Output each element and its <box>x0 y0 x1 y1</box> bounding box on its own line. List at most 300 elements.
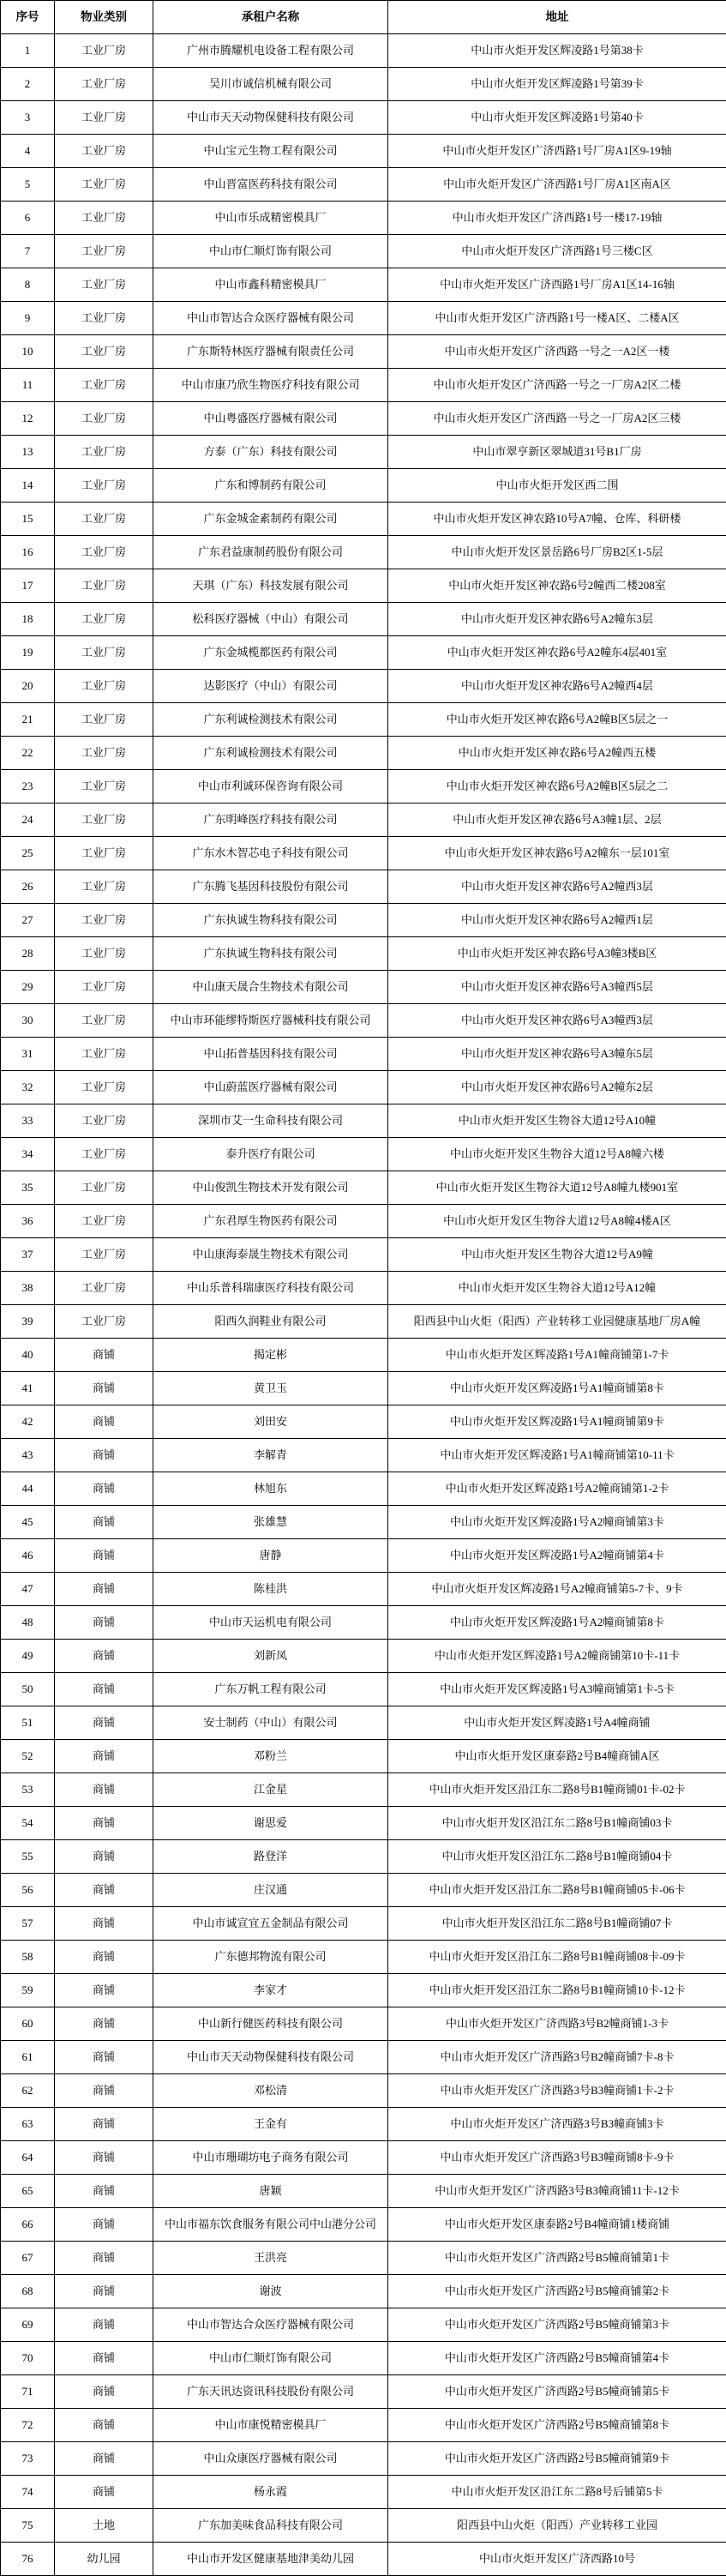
tenant-cell: 杨永霞 <box>153 2476 388 2509</box>
row-number-cell: 42 <box>1 1405 55 1439</box>
row-number-cell: 66 <box>1 2208 55 2242</box>
category-cell: 工业厂房 <box>55 1238 153 1272</box>
address-cell: 中山市火炬开发区西二围 <box>388 469 726 503</box>
category-cell: 幼儿园 <box>55 2543 153 2576</box>
table-row <box>1 603 726 636</box>
address-cell: 中山市火炬开发区辉凌路1号A2幢商铺第8卡 <box>388 1606 726 1640</box>
category-cell: 商铺 <box>55 2442 153 2476</box>
category-cell: 商铺 <box>55 2175 153 2208</box>
category-cell: 商铺 <box>55 2409 153 2442</box>
table-row <box>1 2409 726 2442</box>
address-cell: 中山市火炬开发区沿江东二路8号B1幢商铺04卡 <box>388 1840 726 1874</box>
table-row <box>1 1706 726 1740</box>
table-row <box>1 2074 726 2108</box>
tenant-cell: 中山市乐成精密模具厂 <box>153 202 388 235</box>
col-header-address: 地址 <box>388 1 726 34</box>
table-row <box>1 1405 726 1439</box>
tenant-cell: 中山市环能缪特斯医疗器械科技有限公司 <box>153 1004 388 1038</box>
category-cell: 商铺 <box>55 1606 153 1640</box>
table-row <box>1 1104 726 1138</box>
table-row <box>1 436 726 469</box>
table-row <box>1 837 726 870</box>
row-number-cell: 52 <box>1 1740 55 1773</box>
tenant-cell: 谢思爱 <box>153 1807 388 1840</box>
category-cell: 商铺 <box>55 1773 153 1807</box>
row-number-cell: 34 <box>1 1138 55 1171</box>
table-row <box>1 2141 726 2175</box>
table-row <box>1 1071 726 1104</box>
table-row <box>1 1305 726 1339</box>
row-number-cell: 73 <box>1 2442 55 2476</box>
tenant-cell: 张雄慧 <box>153 1506 388 1539</box>
address-cell: 中山市火炬开发区广济西路2号B5幢商铺第2卡 <box>388 2275 726 2308</box>
row-number-cell: 27 <box>1 904 55 937</box>
table-row <box>1 1673 726 1706</box>
row-number-cell: 72 <box>1 2409 55 2442</box>
table-row <box>1 1171 726 1205</box>
tenant-cell: 广东天讯达资讯科技股份有限公司 <box>153 2375 388 2409</box>
address-cell: 中山市火炬开发区辉凌路1号第40卡 <box>388 101 726 135</box>
address-cell: 阳西县中山火炬（阳西）产业转移工业园 <box>388 2509 726 2543</box>
row-number-cell: 4 <box>1 135 55 168</box>
row-number-cell: 60 <box>1 2007 55 2041</box>
tenant-cell: 阳西久润鞋业有限公司 <box>153 1305 388 1339</box>
tenant-cell: 中山市鑫科精密模具厂 <box>153 268 388 302</box>
row-number-cell: 20 <box>1 670 55 703</box>
address-cell: 中山市火炬开发区广济西路3号B2幢商铺1-3卡 <box>388 2007 726 2041</box>
table-row <box>1 770 726 803</box>
tenant-cell: 安士制药（中山）有限公司 <box>153 1706 388 1740</box>
row-number-cell: 47 <box>1 1573 55 1606</box>
address-cell: 中山市火炬开发区沿江东二路8号B1幢商铺01卡-02卡 <box>388 1773 726 1807</box>
category-cell: 工业厂房 <box>55 1104 153 1138</box>
row-number-cell: 15 <box>1 503 55 536</box>
row-number-cell: 75 <box>1 2509 55 2543</box>
table-row <box>1 536 726 569</box>
address-cell: 中山市火炬开发区辉凌路1号A2幢商铺第3卡 <box>388 1506 726 1539</box>
address-cell: 中山市火炬开发区广济西路2号B5幢商铺第1卡 <box>388 2242 726 2275</box>
tenant-cell: 广东利诚检测技术有限公司 <box>153 737 388 770</box>
tenant-cell: 中山市天天动物保健科技有限公司 <box>153 2041 388 2074</box>
tenant-cell: 中山市利诚环保咨询有限公司 <box>153 770 388 803</box>
table-row <box>1 2242 726 2275</box>
category-cell: 工业厂房 <box>55 737 153 770</box>
row-number-cell: 31 <box>1 1038 55 1071</box>
address-cell: 中山市火炬开发区辉凌路1号A2幢商铺第5-7卡、9卡 <box>388 1573 726 1606</box>
category-cell: 商铺 <box>55 1907 153 1941</box>
category-cell: 商铺 <box>55 2342 153 2375</box>
table-row <box>1 302 726 335</box>
table-row <box>1 2375 726 2409</box>
row-number-cell: 38 <box>1 1272 55 1305</box>
table-row <box>1 202 726 235</box>
row-number-cell: 2 <box>1 68 55 101</box>
category-cell: 工业厂房 <box>55 770 153 803</box>
address-cell: 中山市火炬开发区广济西路3号B2幢商铺7卡-8卡 <box>388 2041 726 2074</box>
category-cell: 商铺 <box>55 2074 153 2108</box>
tenant-cell: 中山市天天动物保健科技有限公司 <box>153 101 388 135</box>
category-cell: 商铺 <box>55 1740 153 1773</box>
table-row <box>1 2543 726 2576</box>
category-cell: 商铺 <box>55 2007 153 2041</box>
tenant-cell: 中山粤盛医疗器械有限公司 <box>153 402 388 436</box>
category-cell: 商铺 <box>55 1673 153 1706</box>
table-row <box>1 1773 726 1807</box>
address-cell: 中山市火炬开发区神农路6号A3幢西3层 <box>388 1004 726 1038</box>
table-row <box>1 1472 726 1506</box>
address-cell: 中山市火炬开发区辉凌路1号A2幢商铺第1-2卡 <box>388 1472 726 1506</box>
row-number-cell: 5 <box>1 168 55 202</box>
tenant-cell: 中山宝元生物工程有限公司 <box>153 135 388 168</box>
address-cell: 中山市火炬开发区生物谷大道12号A10幢 <box>388 1104 726 1138</box>
row-number-cell: 59 <box>1 1974 55 2007</box>
table-row <box>1 1138 726 1171</box>
row-number-cell: 8 <box>1 268 55 302</box>
tenant-cell: 王洪亮 <box>153 2242 388 2275</box>
category-cell: 商铺 <box>55 1506 153 1539</box>
address-cell: 中山市火炬开发区神农路6号A2幢东2层 <box>388 1071 726 1104</box>
category-cell: 工业厂房 <box>55 235 153 268</box>
tenant-cell: 中山蔚蓝医疗器械有限公司 <box>153 1071 388 1104</box>
tenant-cell: 唐静 <box>153 1539 388 1573</box>
row-number-cell: 26 <box>1 870 55 904</box>
address-cell: 中山市火炬开发区广济西路1号三楼C区 <box>388 235 726 268</box>
tenant-cell: 邓粉兰 <box>153 1740 388 1773</box>
address-cell: 中山市翠亨新区翠城道31号B1厂房 <box>388 436 726 469</box>
tenant-cell: 中山市智达合众医疗器械有限公司 <box>153 2308 388 2342</box>
tenant-cell: 广东明峰医疗科技有限公司 <box>153 803 388 837</box>
row-number-cell: 14 <box>1 469 55 503</box>
table-row <box>1 2007 726 2041</box>
row-number-cell: 33 <box>1 1104 55 1138</box>
row-number-cell: 64 <box>1 2141 55 2175</box>
table-row <box>1 1272 726 1305</box>
address-cell: 中山市火炬开发区神农路6号A3幢西5层 <box>388 971 726 1004</box>
address-cell: 中山市火炬开发区广济西路2号B5幢商铺第4卡 <box>388 2342 726 2375</box>
row-number-cell: 49 <box>1 1640 55 1673</box>
table-row <box>1 2041 726 2074</box>
row-number-cell: 23 <box>1 770 55 803</box>
address-cell: 中山市火炬开发区沿江东二路8号后铺第5卡 <box>388 2476 726 2509</box>
address-cell: 中山市火炬开发区辉凌路1号第39卡 <box>388 68 726 101</box>
row-number-cell: 11 <box>1 369 55 402</box>
address-cell: 中山市火炬开发区沿江东二路8号B1幢商铺07卡 <box>388 1907 726 1941</box>
address-cell: 中山市火炬开发区广济西路2号B5幢商铺第9卡 <box>388 2442 726 2476</box>
address-cell: 中山市火炬开发区康泰路2号B4幢商铺A区 <box>388 1740 726 1773</box>
category-cell: 商铺 <box>55 1874 153 1907</box>
category-cell: 商铺 <box>55 2308 153 2342</box>
table-row <box>1 1640 726 1673</box>
address-cell: 中山市火炬开发区生物谷大道12号A8幢六楼 <box>388 1138 726 1171</box>
category-cell: 工业厂房 <box>55 1171 153 1205</box>
row-number-cell: 44 <box>1 1472 55 1506</box>
tenant-cell: 广东腾飞基因科技股份有限公司 <box>153 870 388 904</box>
table-row <box>1 2108 726 2141</box>
tenant-cell: 深圳市艾一生命科技有限公司 <box>153 1104 388 1138</box>
address-cell: 中山市火炬开发区辉凌路1号A1幢商铺第10-11卡 <box>388 1439 726 1472</box>
row-number-cell: 7 <box>1 235 55 268</box>
row-number-cell: 58 <box>1 1941 55 1974</box>
category-cell: 工业厂房 <box>55 870 153 904</box>
tenant-cell: 唐颖 <box>153 2175 388 2208</box>
tenant-cell: 李家才 <box>153 1974 388 2007</box>
row-number-cell: 71 <box>1 2375 55 2409</box>
category-cell: 工业厂房 <box>55 837 153 870</box>
address-cell: 中山市火炬开发区辉凌路1号A1幢商铺第8卡 <box>388 1372 726 1405</box>
row-number-cell: 30 <box>1 1004 55 1038</box>
table-row <box>1 870 726 904</box>
tenant-cell: 中山市珊瑚坊电子商务有限公司 <box>153 2141 388 2175</box>
category-cell: 商铺 <box>55 1339 153 1372</box>
address-cell: 中山市火炬开发区生物谷大道12号A8幢4楼A区 <box>388 1205 726 1238</box>
tenant-cell: 广东加美味食品科技有限公司 <box>153 2509 388 2543</box>
category-cell: 工业厂房 <box>55 1071 153 1104</box>
row-number-cell: 54 <box>1 1807 55 1840</box>
table-row <box>1 1038 726 1071</box>
table-row <box>1 1573 726 1606</box>
category-cell: 商铺 <box>55 2375 153 2409</box>
address-cell: 中山市火炬开发区沿江东二路8号B1幢商铺08卡-09卡 <box>388 1941 726 1974</box>
category-cell: 商铺 <box>55 1539 153 1573</box>
table-row <box>1 937 726 971</box>
table-row <box>1 737 726 770</box>
row-number-cell: 51 <box>1 1706 55 1740</box>
table-row <box>1 235 726 268</box>
category-cell: 工业厂房 <box>55 636 153 670</box>
tenant-cell: 中山市智达合众医疗器械有限公司 <box>153 302 388 335</box>
table-row <box>1 1941 726 1974</box>
address-cell: 中山市火炬开发区沿江东二路8号B1幢商铺03卡 <box>388 1807 726 1840</box>
category-cell: 工业厂房 <box>55 436 153 469</box>
address-cell: 中山市火炬开发区神农路6号A2幢西3层 <box>388 870 726 904</box>
table-row <box>1 34 726 68</box>
tenant-cell: 达影医疗（中山）有限公司 <box>153 670 388 703</box>
row-number-cell: 12 <box>1 402 55 436</box>
row-number-cell: 76 <box>1 2543 55 2576</box>
address-cell: 中山市火炬开发区辉凌路1号A4幢商铺 <box>388 1706 726 1740</box>
tenant-cell: 广东德邦物流有限公司 <box>153 1941 388 1974</box>
address-cell: 中山市火炬开发区广济西路2号B5幢商铺第3卡 <box>388 2308 726 2342</box>
row-number-cell: 32 <box>1 1071 55 1104</box>
category-cell: 商铺 <box>55 1405 153 1439</box>
row-number-cell: 39 <box>1 1305 55 1339</box>
row-number-cell: 74 <box>1 2476 55 2509</box>
category-cell: 工业厂房 <box>55 469 153 503</box>
table-row <box>1 1974 726 2007</box>
row-number-cell: 68 <box>1 2275 55 2308</box>
tenant-cell: 中山市康乃欣生物医疗科技有限公司 <box>153 369 388 402</box>
table-row <box>1 2509 726 2543</box>
category-cell: 商铺 <box>55 1573 153 1606</box>
row-number-cell: 16 <box>1 536 55 569</box>
category-cell: 商铺 <box>55 1706 153 1740</box>
table-row <box>1 703 726 737</box>
address-cell: 中山市火炬开发区神农路6号A3幢3楼B区 <box>388 937 726 971</box>
table-row <box>1 1205 726 1238</box>
tenant-cell: 广东君益康制药股份有限公司 <box>153 536 388 569</box>
category-cell: 工业厂房 <box>55 34 153 68</box>
address-cell: 中山市火炬开发区神农路6号A2幢西4层 <box>388 670 726 703</box>
table-row <box>1 1807 726 1840</box>
row-number-cell: 17 <box>1 569 55 603</box>
tenant-cell: 陈桂洪 <box>153 1573 388 1606</box>
table-row <box>1 469 726 503</box>
category-cell: 商铺 <box>55 1472 153 1506</box>
tenant-cell: 刘新凤 <box>153 1640 388 1673</box>
category-cell: 工业厂房 <box>55 101 153 135</box>
tenant-cell: 广东执诚生物科技有限公司 <box>153 904 388 937</box>
row-number-cell: 57 <box>1 1907 55 1941</box>
address-cell: 中山市火炬开发区广济西路3号B3幢商铺3卡 <box>388 2108 726 2141</box>
tenant-cell: 邓松清 <box>153 2074 388 2108</box>
category-cell: 商铺 <box>55 1807 153 1840</box>
address-cell: 中山市火炬开发区神农路6号A2幢东4层401室 <box>388 636 726 670</box>
address-cell: 中山市火炬开发区辉凌路1号第38卡 <box>388 34 726 68</box>
table-row <box>1 670 726 703</box>
category-cell: 工业厂房 <box>55 503 153 536</box>
category-cell: 商铺 <box>55 2476 153 2509</box>
tenant-cell: 王金有 <box>153 2108 388 2141</box>
category-cell: 商铺 <box>55 1640 153 1673</box>
tenant-cell: 广东和博制药有限公司 <box>153 469 388 503</box>
row-number-cell: 67 <box>1 2242 55 2275</box>
row-number-cell: 43 <box>1 1439 55 1472</box>
row-number-cell: 18 <box>1 603 55 636</box>
col-header-category: 物业类别 <box>55 1 153 34</box>
address-cell: 中山市火炬开发区广济西路3号B3幢商铺11卡-12卡 <box>388 2175 726 2208</box>
address-cell: 中山市火炬开发区神农路6号A3幢1层、2层 <box>388 803 726 837</box>
address-cell: 中山市火炬开发区生物谷大道12号A12幢 <box>388 1272 726 1305</box>
tenant-cell: 中山拓普基因科技有限公司 <box>153 1038 388 1071</box>
table-header <box>1 1 726 34</box>
table-row <box>1 2476 726 2509</box>
table-row <box>1 1539 726 1573</box>
address-cell: 阳西县中山火炬（阳西）产业转移工业园健康基地厂房A幢 <box>388 1305 726 1339</box>
tenant-cell: 广东执诚生物科技有限公司 <box>153 937 388 971</box>
row-number-cell: 10 <box>1 335 55 369</box>
row-number-cell: 28 <box>1 937 55 971</box>
category-cell: 工业厂房 <box>55 703 153 737</box>
address-cell: 中山市火炬开发区广济西路3号B3幢商铺8卡-9卡 <box>388 2141 726 2175</box>
address-cell: 中山市火炬开发区神农路6号A2幢西1层 <box>388 904 726 937</box>
address-cell: 中山市火炬开发区辉凌路1号A3幢商铺第1卡-5卡 <box>388 1673 726 1706</box>
category-cell: 工业厂房 <box>55 603 153 636</box>
category-cell: 商铺 <box>55 1840 153 1874</box>
row-number-cell: 50 <box>1 1673 55 1706</box>
tenant-cell: 广东斯特林医疗器械有限责任公司 <box>153 335 388 369</box>
table-row <box>1 2175 726 2208</box>
category-cell: 商铺 <box>55 2242 153 2275</box>
row-number-cell: 40 <box>1 1339 55 1372</box>
tenant-cell: 揭定彬 <box>153 1339 388 1372</box>
row-number-cell: 53 <box>1 1773 55 1807</box>
table-row <box>1 402 726 436</box>
table-row <box>1 68 726 101</box>
row-number-cell: 70 <box>1 2342 55 2375</box>
col-header-index: 序号 <box>1 1 55 34</box>
address-cell: 中山市火炬开发区康泰路2号B4幢商铺1楼商铺 <box>388 2208 726 2242</box>
table-row <box>1 168 726 202</box>
category-cell: 工业厂房 <box>55 68 153 101</box>
row-number-cell: 25 <box>1 837 55 870</box>
category-cell: 工业厂房 <box>55 302 153 335</box>
address-cell: 中山市火炬开发区广济西路10号 <box>388 2543 726 2576</box>
tenant-cell: 庄汉通 <box>153 1874 388 1907</box>
table-row <box>1 1372 726 1405</box>
tenant-cell: 李解青 <box>153 1439 388 1472</box>
row-number-cell: 22 <box>1 737 55 770</box>
category-cell: 工业厂房 <box>55 937 153 971</box>
address-cell: 中山市火炬开发区广济西路3号B3幢商铺1卡-2卡 <box>388 2074 726 2108</box>
address-cell: 中山市火炬开发区生物谷大道12号A9幢 <box>388 1238 726 1272</box>
row-number-cell: 62 <box>1 2074 55 2108</box>
category-cell: 工业厂房 <box>55 803 153 837</box>
tenant-cell: 中山康海泰晟生物技术有限公司 <box>153 1238 388 1272</box>
address-cell: 中山市火炬开发区广济西路1号厂房A1区南A区 <box>388 168 726 202</box>
category-cell: 商铺 <box>55 2208 153 2242</box>
tenant-cell: 中山市福东饮食服务有限公司中山港分公司 <box>153 2208 388 2242</box>
table-row <box>1 569 726 603</box>
category-cell: 工业厂房 <box>55 1138 153 1171</box>
row-number-cell: 48 <box>1 1606 55 1640</box>
category-cell: 商铺 <box>55 2275 153 2308</box>
table-row <box>1 1740 726 1773</box>
address-cell: 中山市火炬开发区广济西路一号之一厂房A2区二楼 <box>388 369 726 402</box>
category-cell: 工业厂房 <box>55 536 153 569</box>
tenant-cell: 江金星 <box>153 1773 388 1807</box>
row-number-cell: 61 <box>1 2041 55 2074</box>
tenant-cell: 中山市仁顺灯饰有限公司 <box>153 235 388 268</box>
table-row <box>1 2442 726 2476</box>
address-cell: 中山市火炬开发区神农路6号A2幢西五楼 <box>388 737 726 770</box>
address-cell: 中山市火炬开发区沿江东二路8号B1幢商铺10卡-12卡 <box>388 1974 726 2007</box>
table-row <box>1 904 726 937</box>
tenant-cell: 广东金城榄都医药有限公司 <box>153 636 388 670</box>
address-cell: 中山市火炬开发区神农路6号A3幢东5层 <box>388 1038 726 1071</box>
address-cell: 中山市火炬开发区神农路6号2幢西二楼208室 <box>388 569 726 603</box>
address-cell: 中山市火炬开发区辉凌路1号A1幢商铺第1-7卡 <box>388 1339 726 1372</box>
category-cell: 工业厂房 <box>55 904 153 937</box>
table-row <box>1 1606 726 1640</box>
category-cell: 商铺 <box>55 2041 153 2074</box>
tenant-cell: 天琪（广东）科技发展有限公司 <box>153 569 388 603</box>
tenant-cell: 黄卫玉 <box>153 1372 388 1405</box>
tenant-cell: 广州市腾耀机电设备工程有限公司 <box>153 34 388 68</box>
category-cell: 工业厂房 <box>55 670 153 703</box>
table-row <box>1 1439 726 1472</box>
category-cell: 工业厂房 <box>55 1205 153 1238</box>
row-number-cell: 29 <box>1 971 55 1004</box>
table-row <box>1 268 726 302</box>
category-cell: 土地 <box>55 2509 153 2543</box>
category-cell: 工业厂房 <box>55 971 153 1004</box>
address-cell: 中山市火炬开发区沿江东二路8号B1幢商铺05卡-06卡 <box>388 1874 726 1907</box>
tenant-cell: 中山市开发区健康基地津美幼儿园 <box>153 2543 388 2576</box>
address-cell: 中山市火炬开发区神农路6号A2幢东一层101室 <box>388 837 726 870</box>
address-cell: 中山市火炬开发区广济西路1号一楼A区、二楼A区 <box>388 302 726 335</box>
table-row <box>1 369 726 402</box>
row-number-cell: 36 <box>1 1205 55 1238</box>
row-number-cell: 46 <box>1 1539 55 1573</box>
category-cell: 工业厂房 <box>55 1038 153 1071</box>
tenant-cell: 广东利诚检测技术有限公司 <box>153 703 388 737</box>
row-number-cell: 45 <box>1 1506 55 1539</box>
address-cell: 中山市火炬开发区神农路6号A2幢B区5层之二 <box>388 770 726 803</box>
row-number-cell: 1 <box>1 34 55 68</box>
tenant-cell: 中山康天晟合生物技术有限公司 <box>153 971 388 1004</box>
table-body <box>1 34 726 2576</box>
tenant-cell: 广东万帆工程有限公司 <box>153 1673 388 1706</box>
